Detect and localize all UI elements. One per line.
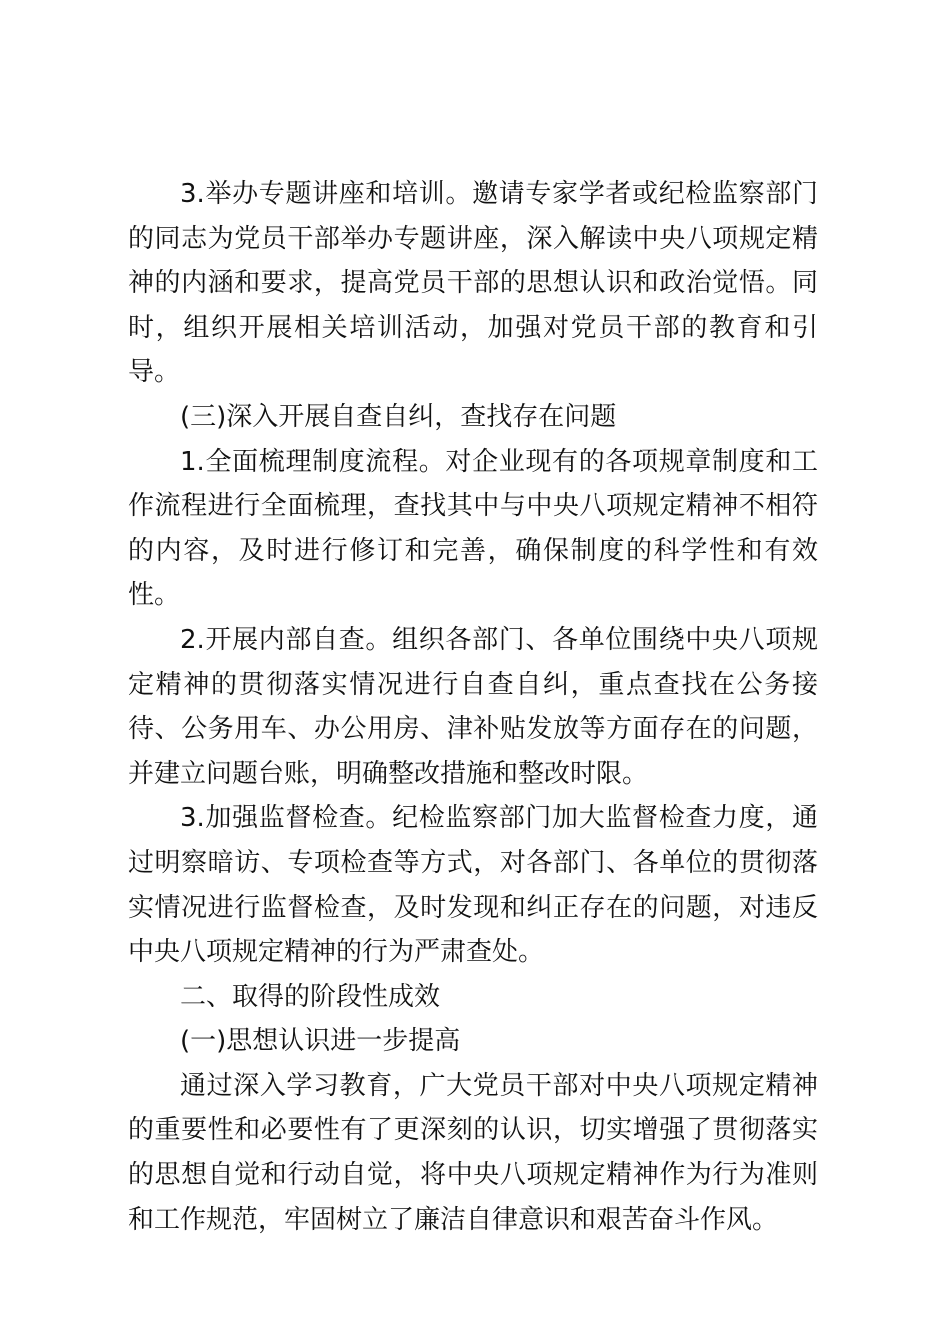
document-body xyxy=(128,172,818,1242)
paragraph-supervision: 3.加强监督检查。纪检监察部门加大监督检查力度，通过明察暗访、专项检查等方式，对各部门、各单位的贯彻落实情况进行监督检查，及时发现和纠正存在的问题，对违反中央八项规定精神的行为严肃查处。 xyxy=(128,803,818,968)
chapter-heading-results: 二、取得的阶段性成效 xyxy=(180,981,441,1012)
paragraph-awareness: 通过深入学习教育，广大党员干部对中央八项规定精神的重要性和必要性有了更深刻的认识，切实增强了贯彻落实的思想自觉和行动自觉，将中央八项规定精神作为行为准则和工作规范，牢固树立了廉洁自律意识和艰苦奋斗作风。 xyxy=(128,1070,818,1235)
section-heading-self-inspection: (三)深入开展自查自纠，查找存在问题 xyxy=(180,401,617,432)
paragraph-lecture-training: 3.举办专题讲座和培训。邀请专家学者或纪检监察部门的同志为党员干部举办专题讲座，深入解读中央八项规定精神的内涵和要求，提高党员干部的思想认识和政治觉悟。同时，组织开展相关培训活动，加强对党员干部的教育和引导。 xyxy=(128,179,818,388)
paragraph-review-system: 1.全面梳理制度流程。对企业现有的各项规章制度和工作流程进行全面梳理，查找其中与中央八项规定精神不相符的内容，及时进行修订和完善，确保制度的科学性和有效性。 xyxy=(128,446,818,611)
paragraph-internal-inspection: 2.开展内部自查。组织各部门、各单位围绕中央八项规定精神的贯彻落实情况进行自查自纠，重点查找在公务接待、公务用车、办公用房、津补贴发放等方面存在的问题，并建立问题台账，明确整改措施和整改时限。 xyxy=(128,624,818,789)
section-heading-awareness: (一)思想认识进一步提高 xyxy=(180,1026,461,1057)
